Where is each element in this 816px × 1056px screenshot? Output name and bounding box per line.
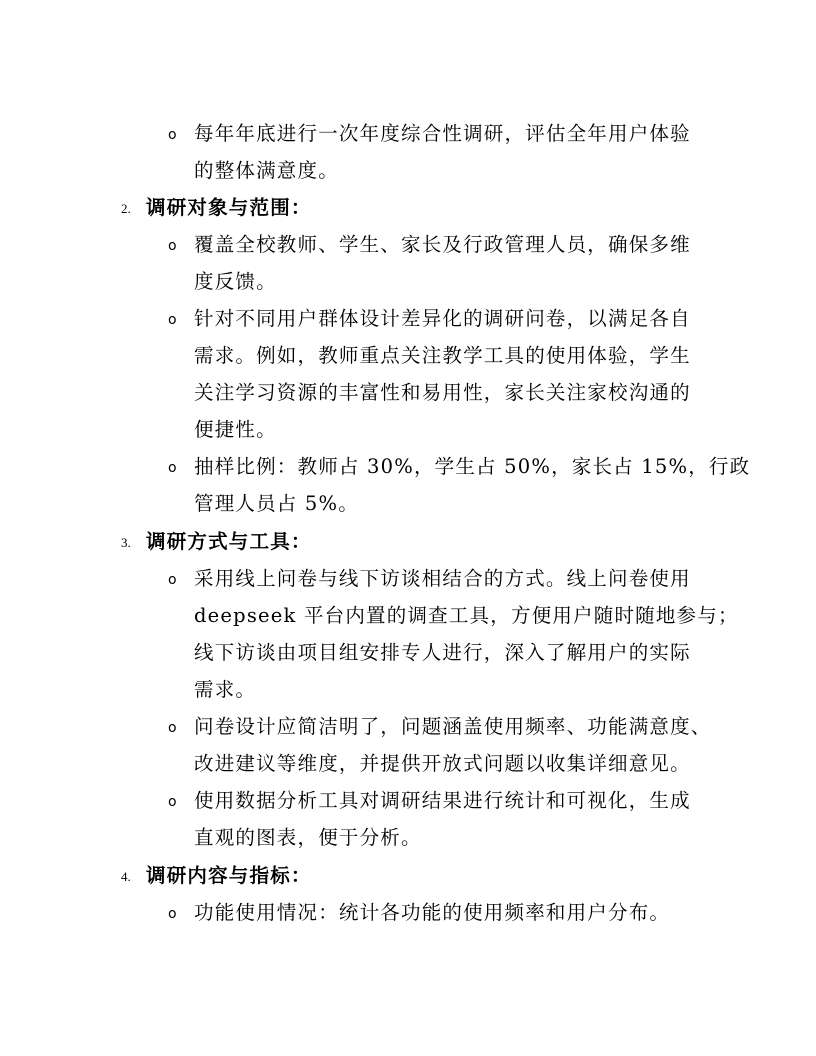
list-bullet: o [168,720,177,736]
list-item-text: 使用数据分析工具对调研结果进行统计和可视化，生成 [194,789,691,812]
list-item-text: 每年年底进行一次年度综合性调研，评估全年用户体验 [194,122,691,145]
section-heading: 调研方式与工具： [146,530,312,553]
list-bullet: o [168,238,177,254]
list-bullet: o [168,312,177,328]
list-item-text: 线下访谈由项目组安排专人进行，深入了解用户的实际 [194,641,691,664]
list-item-text: 关注学习资源的丰富性和易用性，家长关注家校沟通的 [194,381,691,404]
list-item-text: 采用线上问卷与线下访谈相结合的方式。线上问卷使用 [194,567,691,590]
section-number: 4. [121,869,131,884]
list-bullet: o [168,794,177,810]
list-item-text: 针对不同用户群体设计差异化的调研问卷，以满足各自 [194,307,691,330]
section-number: 3. [121,535,131,550]
list-item-text: 需求。例如，教师重点关注教学工具的使用体验，学生 [194,344,691,367]
list-item-text: 的整体满意度。 [194,159,339,182]
list-item-text: 抽样比例：教师占 30%，学生占 50%，家长占 15%，行政 [194,455,751,478]
list-bullet: o [168,127,177,143]
list-bullet: o [168,460,177,476]
list-item-text: 便捷性。 [194,418,277,441]
list-item-text: 管理人员占 5%。 [194,492,359,515]
section-heading: 调研对象与范围： [146,196,312,219]
list-item-text: 直观的图表，便于分析。 [194,826,422,849]
list-item-text: 度反馈。 [194,270,277,293]
list-item-text: 覆盖全校教师、学生、家长及行政管理人员，确保多维 [194,233,691,256]
list-bullet: o [168,572,177,588]
list-item-text: deepseek 平台内置的调查工具，方便用户随时随地参与； [194,604,739,627]
list-item-text: 需求。 [194,678,257,701]
list-item-text: 改进建议等维度，并提供开放式问题以收集详细意见。 [194,752,691,775]
list-item-text: 问卷设计应简洁明了，问题涵盖使用频率、功能满意度、 [194,715,712,738]
section-heading: 调研内容与指标： [146,864,312,887]
list-bullet: o [168,906,177,922]
list-item-text: 功能使用情况：统计各功能的使用频率和用户分布。 [194,901,671,924]
section-number: 2. [121,201,131,216]
